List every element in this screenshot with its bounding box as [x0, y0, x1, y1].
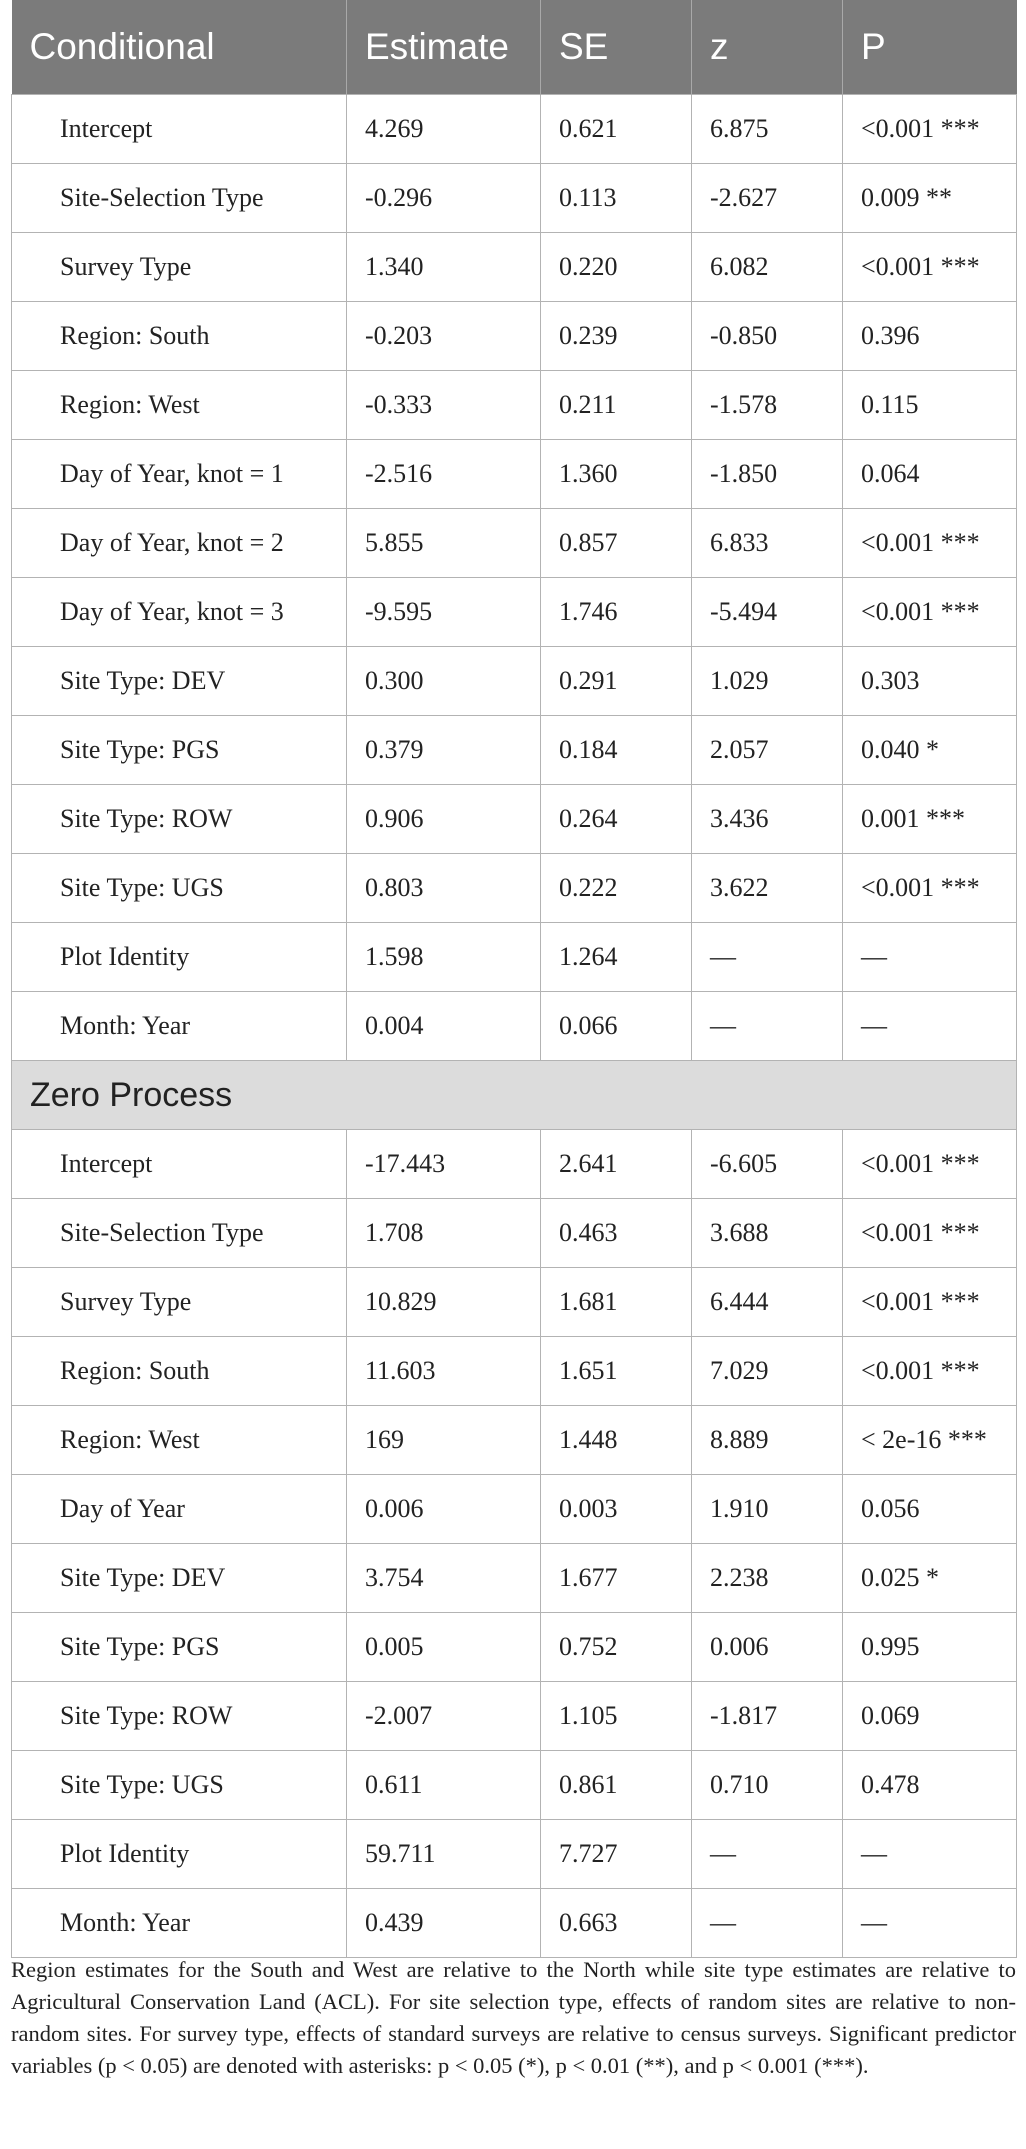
cell-z: -0.850 [692, 302, 843, 371]
cell-estimate: 1.708 [347, 1199, 541, 1268]
cell-z: 1.029 [692, 647, 843, 716]
cell-predictor: Region: West [12, 1406, 347, 1475]
cell-z: 3.622 [692, 854, 843, 923]
table-row [12, 1544, 1017, 1613]
cell-se: 0.857 [541, 509, 692, 578]
cell-se: 0.066 [541, 992, 692, 1061]
cell-estimate: 0.005 [347, 1613, 541, 1682]
cell-z: — [692, 1820, 843, 1889]
cell-se: 0.239 [541, 302, 692, 371]
cell-p: <0.001 *** [843, 1337, 1017, 1406]
table-row [12, 1199, 1017, 1268]
table-row [12, 1820, 1017, 1889]
cell-predictor: Day of Year, knot = 2 [12, 509, 347, 578]
cell-predictor: Site Type: DEV [12, 1544, 347, 1613]
cell-estimate: 169 [347, 1406, 541, 1475]
cell-p: 0.001 *** [843, 785, 1017, 854]
table-row [12, 1751, 1017, 1820]
cell-p: <0.001 *** [843, 1199, 1017, 1268]
cell-p: < 2e-16 *** [843, 1406, 1017, 1475]
cell-predictor: Site Type: PGS [12, 716, 347, 785]
cell-se: 1.681 [541, 1268, 692, 1337]
cell-se: 7.727 [541, 1820, 692, 1889]
cell-p: 0.069 [843, 1682, 1017, 1751]
cell-z: 2.238 [692, 1544, 843, 1613]
cell-z: — [692, 992, 843, 1061]
table-row [12, 1613, 1017, 1682]
cell-predictor: Survey Type [12, 1268, 347, 1337]
cell-se: 0.184 [541, 716, 692, 785]
cell-se: 0.861 [541, 1751, 692, 1820]
cell-estimate: -0.296 [347, 164, 541, 233]
cell-se: 0.463 [541, 1199, 692, 1268]
cell-estimate: 0.803 [347, 854, 541, 923]
header-estimate: Estimate [347, 0, 541, 95]
cell-p: 0.303 [843, 647, 1017, 716]
table-row [12, 1268, 1017, 1337]
cell-estimate: 3.754 [347, 1544, 541, 1613]
cell-p: <0.001 *** [843, 854, 1017, 923]
table-row [12, 1337, 1017, 1406]
table-row [12, 992, 1017, 1061]
cell-predictor: Region: South [12, 1337, 347, 1406]
cell-se: 0.663 [541, 1889, 692, 1958]
cell-predictor: Intercept [12, 95, 347, 164]
table-row [12, 1682, 1017, 1751]
cell-z: 7.029 [692, 1337, 843, 1406]
table-body [12, 95, 1017, 1958]
header-p: P [843, 0, 1017, 95]
table-row [12, 1130, 1017, 1199]
section-row-zero-process [12, 1061, 1017, 1130]
cell-z: -1.578 [692, 371, 843, 440]
cell-se: 1.746 [541, 578, 692, 647]
cell-z: 8.889 [692, 1406, 843, 1475]
cell-estimate: 1.598 [347, 923, 541, 992]
cell-estimate: -9.595 [347, 578, 541, 647]
cell-estimate: 4.269 [347, 95, 541, 164]
cell-p: 0.040 * [843, 716, 1017, 785]
table-row [12, 509, 1017, 578]
cell-se: 1.448 [541, 1406, 692, 1475]
table-header-row [12, 0, 1017, 95]
cell-predictor: Plot Identity [12, 1820, 347, 1889]
table-row [12, 923, 1017, 992]
cell-se: 0.752 [541, 1613, 692, 1682]
cell-se: 1.651 [541, 1337, 692, 1406]
cell-predictor: Site Type: UGS [12, 854, 347, 923]
cell-predictor: Survey Type [12, 233, 347, 302]
cell-estimate: 0.006 [347, 1475, 541, 1544]
cell-predictor: Intercept [12, 1130, 347, 1199]
cell-se: 0.220 [541, 233, 692, 302]
cell-p: 0.115 [843, 371, 1017, 440]
cell-se: 0.291 [541, 647, 692, 716]
cell-z: — [692, 1889, 843, 1958]
cell-p: 0.478 [843, 1751, 1017, 1820]
cell-predictor: Region: South [12, 302, 347, 371]
table-row [12, 440, 1017, 509]
cell-p: <0.001 *** [843, 578, 1017, 647]
cell-z: 3.688 [692, 1199, 843, 1268]
cell-predictor: Region: West [12, 371, 347, 440]
cell-predictor: Plot Identity [12, 923, 347, 992]
cell-p: — [843, 992, 1017, 1061]
cell-estimate: 10.829 [347, 1268, 541, 1337]
table-row [12, 371, 1017, 440]
cell-predictor: Month: Year [12, 1889, 347, 1958]
table-row [12, 233, 1017, 302]
cell-predictor: Site-Selection Type [12, 1199, 347, 1268]
cell-z: — [692, 923, 843, 992]
table-row [12, 785, 1017, 854]
table-row [12, 1406, 1017, 1475]
table-row [12, 1475, 1017, 1544]
cell-z: 0.710 [692, 1751, 843, 1820]
results-table [11, 0, 1017, 1958]
cell-se: 2.641 [541, 1130, 692, 1199]
cell-p: 0.009 ** [843, 164, 1017, 233]
cell-z: -2.627 [692, 164, 843, 233]
cell-estimate: -0.203 [347, 302, 541, 371]
cell-estimate: 11.603 [347, 1337, 541, 1406]
cell-predictor: Site Type: ROW [12, 785, 347, 854]
cell-p: <0.001 *** [843, 1268, 1017, 1337]
cell-p: 0.025 * [843, 1544, 1017, 1613]
results-table-container [11, 0, 1016, 1958]
cell-p: — [843, 1889, 1017, 1958]
cell-estimate: 59.711 [347, 1820, 541, 1889]
cell-predictor: Site Type: ROW [12, 1682, 347, 1751]
cell-predictor: Day of Year [12, 1475, 347, 1544]
cell-p: 0.396 [843, 302, 1017, 371]
cell-z: -1.850 [692, 440, 843, 509]
cell-estimate: 0.300 [347, 647, 541, 716]
cell-predictor: Site Type: PGS [12, 1613, 347, 1682]
table-row [12, 578, 1017, 647]
cell-se: 0.003 [541, 1475, 692, 1544]
table-row [12, 647, 1017, 716]
table-row [12, 1889, 1017, 1958]
cell-se: 1.360 [541, 440, 692, 509]
cell-z: 3.436 [692, 785, 843, 854]
cell-p: <0.001 *** [843, 509, 1017, 578]
cell-predictor: Site Type: DEV [12, 647, 347, 716]
cell-predictor: Site Type: UGS [12, 1751, 347, 1820]
cell-estimate: 0.379 [347, 716, 541, 785]
cell-z: -5.494 [692, 578, 843, 647]
cell-p: 0.056 [843, 1475, 1017, 1544]
cell-estimate: 5.855 [347, 509, 541, 578]
table-row [12, 716, 1017, 785]
cell-estimate: -0.333 [347, 371, 541, 440]
section-label: Zero Process [12, 1061, 1017, 1130]
header-conditional: Conditional [12, 0, 347, 95]
cell-p: — [843, 923, 1017, 992]
header-se: SE [541, 0, 692, 95]
cell-z: 6.444 [692, 1268, 843, 1337]
table-row [12, 854, 1017, 923]
cell-p: — [843, 1820, 1017, 1889]
cell-z: 0.006 [692, 1613, 843, 1682]
cell-se: 1.264 [541, 923, 692, 992]
cell-z: -1.817 [692, 1682, 843, 1751]
cell-z: 1.910 [692, 1475, 843, 1544]
cell-z: 6.082 [692, 233, 843, 302]
table-row [12, 302, 1017, 371]
cell-se: 0.621 [541, 95, 692, 164]
cell-predictor: Day of Year, knot = 1 [12, 440, 347, 509]
cell-predictor: Month: Year [12, 992, 347, 1061]
cell-z: 2.057 [692, 716, 843, 785]
cell-predictor: Site-Selection Type [12, 164, 347, 233]
table-footnote: Region estimates for the South and West are relative to the North while site type estimates are relative to Agricultural Conservation Land (ACL). For site selection type, effects of random sites are relative to non-random sites. For survey type, effects of standard surveys are relative to census surveys. Significant predictor variables (p < 0.05) are denoted with asterisks: p < 0.05 (*), p < 0.01 (**), and p < 0.001 (***). [11, 1957, 1016, 2078]
cell-se: 1.677 [541, 1544, 692, 1613]
cell-estimate: -2.516 [347, 440, 541, 509]
cell-estimate: -17.443 [347, 1130, 541, 1199]
cell-predictor: Day of Year, knot = 3 [12, 578, 347, 647]
table-row [12, 164, 1017, 233]
cell-estimate: -2.007 [347, 1682, 541, 1751]
cell-p: <0.001 *** [843, 1130, 1017, 1199]
cell-se: 0.211 [541, 371, 692, 440]
cell-p: <0.001 *** [843, 95, 1017, 164]
cell-estimate: 1.340 [347, 233, 541, 302]
cell-se: 0.113 [541, 164, 692, 233]
cell-se: 1.105 [541, 1682, 692, 1751]
cell-p: 0.995 [843, 1613, 1017, 1682]
cell-estimate: 0.439 [347, 1889, 541, 1958]
header-z: z [692, 0, 843, 95]
cell-estimate: 0.004 [347, 992, 541, 1061]
cell-estimate: 0.906 [347, 785, 541, 854]
cell-z: -6.605 [692, 1130, 843, 1199]
cell-p: <0.001 *** [843, 233, 1017, 302]
table-row [12, 95, 1017, 164]
cell-se: 0.264 [541, 785, 692, 854]
cell-z: 6.833 [692, 509, 843, 578]
cell-estimate: 0.611 [347, 1751, 541, 1820]
cell-z: 6.875 [692, 95, 843, 164]
cell-p: 0.064 [843, 440, 1017, 509]
cell-se: 0.222 [541, 854, 692, 923]
